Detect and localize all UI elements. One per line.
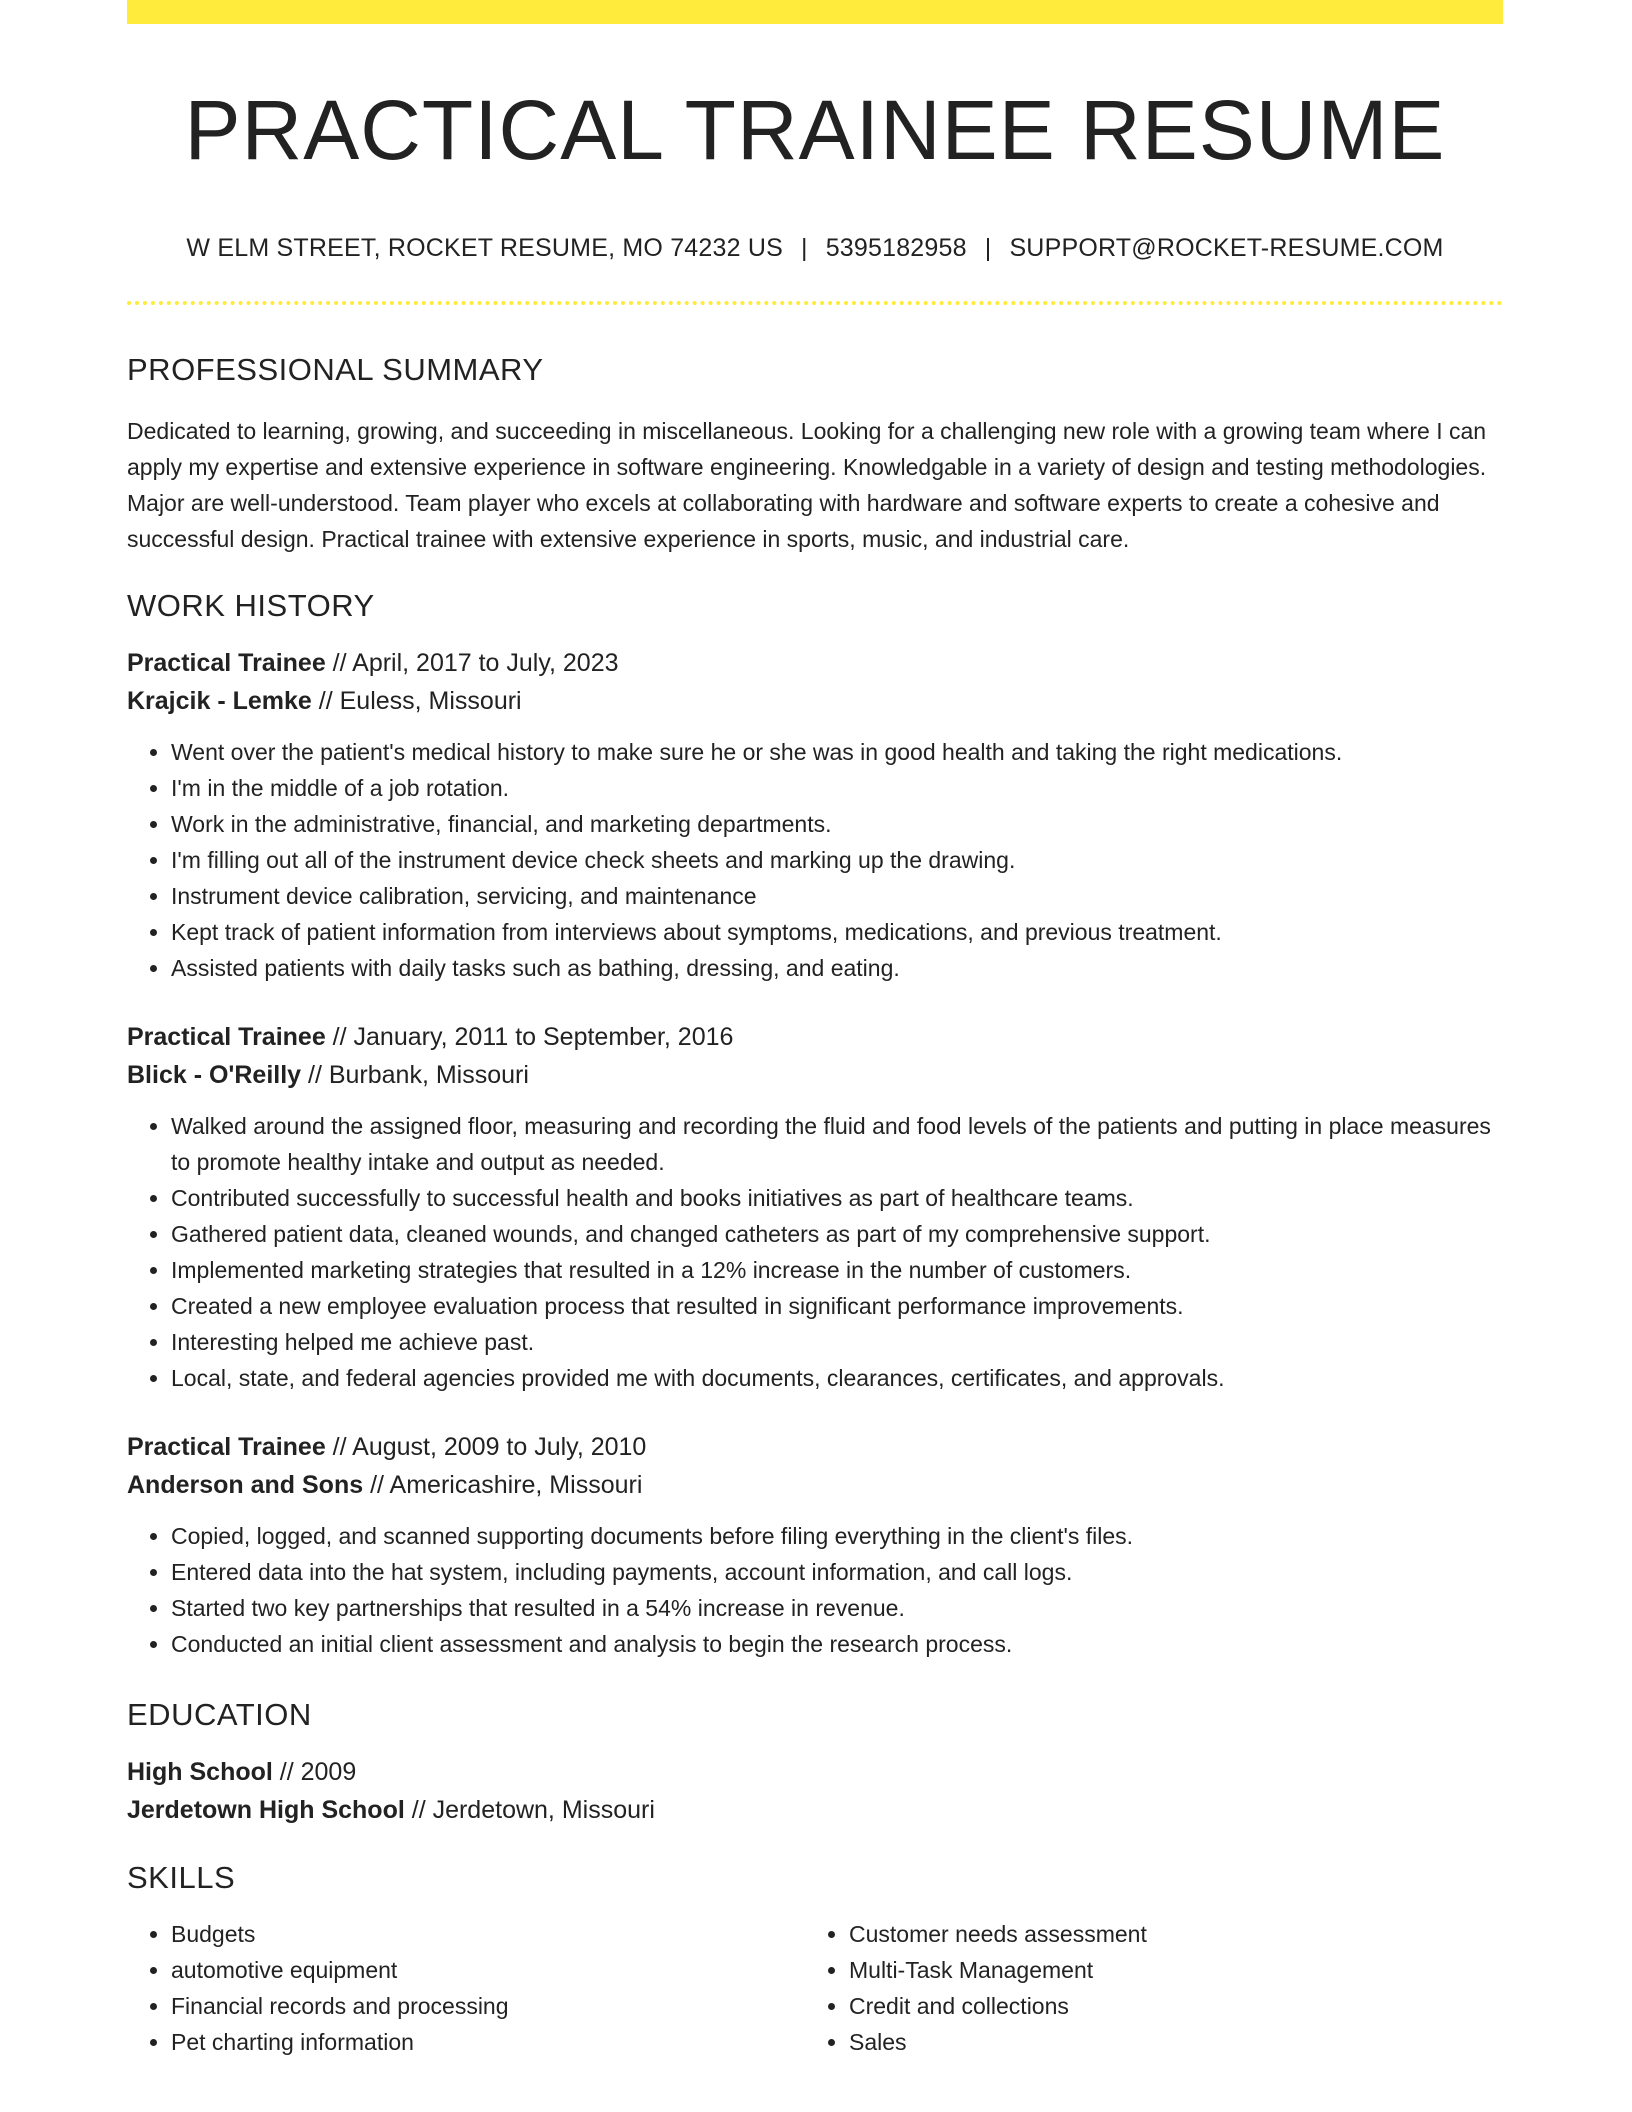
job-dates: // January, 2011 to September, 2016 [325, 1022, 734, 1051]
job-dates: // August, 2009 to July, 2010 [325, 1432, 647, 1461]
job-location: // Burbank, Missouri [301, 1060, 529, 1089]
summary-text: Dedicated to learning, growing, and succeeding in miscellaneous. Looking for a challenging new role with a growing team where I can apply my expertise and extensive experience in software engineering. Knowledgable in a variety of design and testing methodologies. Major are well-understood. Team player who excels at collaborating with hardware and software experts to create a cohesive and successful design. Practical trainee with extensive experience in sports, music, and industrial care. [127, 417, 1487, 552]
list-item: • Started two key partnerships that resulted in a 54% increase in revenue. [171, 1590, 1503, 1626]
contact-separator: | [800, 234, 808, 263]
skills-list [127, 1916, 1503, 2060]
skill-item: • Credit and collections [849, 1988, 1483, 2024]
skills-column-left [127, 1916, 805, 2060]
skill-item: • Multi-Task Management [849, 1952, 1483, 1988]
job-title: Practical Trainee [127, 648, 326, 677]
job-entry [127, 1018, 1503, 1396]
contact-separator: | [984, 234, 992, 263]
section-heading-education: EDUCATION [127, 1696, 312, 1732]
job-dates: // April, 2017 to July, 2023 [325, 648, 619, 677]
job-location: // Euless, Missouri [311, 686, 522, 715]
degree: High School [127, 1757, 273, 1786]
job-bullets [127, 1108, 1503, 1396]
job-title: Practical Trainee [127, 1432, 326, 1461]
skill-item: • Sales [849, 2024, 1483, 2060]
company-name: Krajcik - Lemke [127, 686, 312, 715]
list-item: • Created a new employee evaluation process that resulted in significant performance improvements. [171, 1288, 1503, 1324]
list-item: • Assisted patients with daily tasks such as bathing, dressing, and eating. [171, 950, 1503, 986]
skill-item: • Budgets [171, 1916, 805, 1952]
section-heading-summary: PROFESSIONAL SUMMARY [127, 352, 544, 388]
company-name: Blick - O'Reilly [127, 1060, 302, 1089]
list-item: • Entered data into the hat system, including payments, account information, and call logs. [171, 1554, 1503, 1590]
degree-line [127, 1753, 1503, 1791]
list-item: • Copied, logged, and scanned supporting documents before filing everything in the client's files. [171, 1518, 1503, 1554]
job-title-line [127, 1428, 1503, 1466]
job-entry [127, 644, 1503, 986]
job-title-line [127, 1018, 1503, 1056]
list-item: • Conducted an initial client assessment and analysis to begin the research process. [171, 1626, 1503, 1662]
list-item: • Gathered patient data, cleaned wounds, and changed catheters as part of my comprehensive support. [171, 1216, 1503, 1252]
list-item: • Interesting helped me achieve past. [171, 1324, 1503, 1360]
school-location: // Jerdetown, Missouri [404, 1795, 655, 1824]
list-item: • Went over the patient's medical history to make sure he or she was in good health and taking the right medications. [171, 734, 1503, 770]
job-company-line [127, 1056, 1503, 1094]
graduation-year: // 2009 [272, 1757, 357, 1786]
skill-item: • Pet charting information [171, 2024, 805, 2060]
resume-title: PRACTICAL TRAINEE RESUME [184, 83, 1446, 177]
list-item: • Kept track of patient information from interviews about symptoms, medications, and previous treatment. [171, 914, 1503, 950]
job-entry [127, 1428, 1503, 1662]
list-item: • Work in the administrative, financial, and marketing departments. [171, 806, 1503, 842]
job-company-line [127, 682, 1503, 720]
school-name: Jerdetown High School [127, 1795, 405, 1824]
job-title-line [127, 644, 1503, 682]
company-name: Anderson and Sons [127, 1470, 364, 1499]
phone: 5395182958 [825, 234, 967, 263]
job-bullets [127, 734, 1503, 986]
section-heading-work: WORK HISTORY [127, 587, 375, 623]
address: W ELM STREET, ROCKET RESUME, MO 74232 US [186, 234, 783, 263]
skills-column-right [805, 1916, 1483, 2060]
school-line [127, 1791, 1503, 1829]
dotted-divider [127, 301, 1503, 305]
list-item: • Local, state, and federal agencies provided me with documents, clearances, certificates, and approvals. [171, 1360, 1503, 1396]
list-item: • Walked around the assigned floor, measuring and recording the fluid and food levels of the patients and putting in place measures to promote healthy intake and output as needed. [171, 1108, 1503, 1180]
email: SUPPORT@ROCKET-RESUME.COM [1009, 234, 1444, 263]
job-bullets [127, 1518, 1503, 1662]
contact-line [127, 234, 1503, 263]
education-entry [127, 1753, 1503, 1829]
job-company-line [127, 1466, 1503, 1504]
list-item: • Instrument device calibration, servicing, and maintenance [171, 878, 1503, 914]
top-accent-bar [127, 0, 1503, 24]
list-item: • Contributed successfully to successful health and books initiatives as part of healthcare teams. [171, 1180, 1503, 1216]
list-item: • I'm in the middle of a job rotation. [171, 770, 1503, 806]
skill-item: • Customer needs assessment [849, 1916, 1483, 1952]
list-item: • I'm filling out all of the instrument device check sheets and marking up the drawing. [171, 842, 1503, 878]
list-item: • Implemented marketing strategies that resulted in a 12% increase in the number of customers. [171, 1252, 1503, 1288]
section-heading-skills: SKILLS [127, 1859, 236, 1895]
skill-item: • Financial records and processing [171, 1988, 805, 2024]
job-title: Practical Trainee [127, 1022, 326, 1051]
resume-page [127, 0, 1503, 2060]
skill-item: • automotive equipment [171, 1952, 805, 1988]
job-location: // Americashire, Missouri [363, 1470, 643, 1499]
